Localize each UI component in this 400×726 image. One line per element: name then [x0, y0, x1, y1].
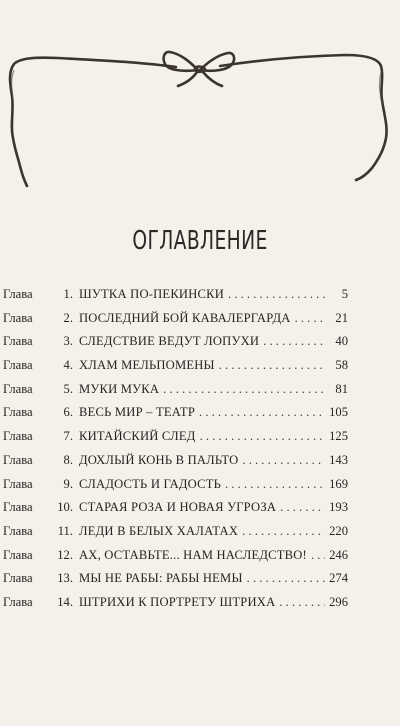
chapter-number: 3. — [63, 334, 73, 349]
page-number: 21 — [335, 310, 348, 325]
leader-dots — [311, 548, 325, 563]
leader-dots — [225, 477, 325, 492]
page-number: 274 — [329, 571, 348, 586]
chapter-title: КИТАЙСКИЙ СЛЕД — [79, 429, 196, 444]
chapter-number: 13. — [57, 571, 73, 586]
chapter-label: Глава — [3, 334, 33, 349]
chapter-title: СЛАДОСТЬ И ГАДОСТЬ — [79, 476, 222, 491]
page-number: 169 — [329, 476, 348, 491]
leader-dots — [279, 595, 325, 610]
ribbon-bow-icon — [0, 0, 400, 200]
chapter-number: 1. — [63, 287, 73, 301]
toc-entry — [3, 311, 348, 335]
chapter-title: ПОСЛЕДНИЙ БОЙ КАВАЛЕРГАРДА — [79, 310, 291, 325]
leader-dots — [263, 334, 326, 349]
toc-entry — [3, 595, 348, 619]
chapter-title: МЫ НЕ РАБЫ: РАБЫ НЕМЫ — [79, 571, 243, 586]
table-of-contents-heading: ОГЛАВЛЕНИЕ — [132, 226, 268, 256]
chapter-label: Глава — [3, 571, 33, 586]
page-number: 296 — [329, 594, 348, 609]
chapter-label: Глава — [3, 547, 33, 562]
page-number: 125 — [329, 429, 348, 444]
toc-entry — [3, 548, 348, 572]
toc-entry — [3, 500, 348, 524]
page-number: 40 — [335, 334, 348, 349]
leader-dots — [199, 405, 325, 420]
leader-dots — [280, 500, 325, 515]
chapter-number: 11. — [57, 523, 73, 538]
chapter-number: 6. — [63, 405, 73, 420]
leader-dots — [219, 358, 326, 373]
toc-entry — [3, 571, 348, 595]
toc-entry — [3, 287, 348, 311]
chapter-label: Глава — [3, 523, 33, 538]
toc-entry — [3, 382, 348, 406]
chapter-number: 2. — [63, 310, 73, 325]
chapter-number: 10. — [57, 500, 73, 515]
chapter-label: Глава — [3, 476, 33, 491]
chapter-title: ЛЕДИ В БЕЛЫХ ХАЛАТАХ — [79, 523, 239, 538]
page-number: 246 — [329, 547, 348, 562]
chapter-number: 8. — [63, 452, 73, 467]
leader-dots — [242, 524, 325, 539]
toc-entry — [3, 453, 348, 477]
chapter-title: СЛЕДСТВИЕ ВЕДУТ ЛОПУХИ — [79, 334, 260, 349]
chapter-title: ХЛАМ МЕЛЬПОМЕНЫ — [79, 358, 215, 373]
page-number: 105 — [329, 405, 348, 420]
chapter-title: ШУТКА ПО-ПЕКИНСКИ — [79, 287, 225, 301]
chapter-label: Глава — [3, 310, 33, 325]
chapter-label: Глава — [3, 405, 33, 420]
page-number: 5 — [341, 287, 348, 301]
page-number: 81 — [335, 381, 348, 396]
toc-entry — [3, 358, 348, 382]
page-number: 143 — [329, 452, 348, 467]
chapter-number: 5. — [63, 381, 73, 396]
chapter-title: АХ, ОСТАВЬТЕ... НАМ НАСЛЕДСТВО! — [79, 547, 307, 562]
chapter-label: Глава — [3, 594, 33, 609]
chapter-title: ДОХЛЫЙ КОНЬ В ПАЛЬТО — [79, 452, 239, 467]
toc-entry — [3, 477, 348, 501]
chapter-number: 4. — [63, 358, 73, 373]
chapter-title: ВЕСЬ МИР – ТЕАТР — [79, 405, 196, 420]
leader-dots — [163, 382, 326, 397]
page-number: 220 — [329, 523, 348, 538]
chapter-number: 9. — [63, 476, 73, 491]
chapter-label: Глава — [3, 429, 33, 444]
toc-entry — [3, 524, 348, 548]
toc-entry — [3, 334, 348, 358]
leader-dots — [242, 453, 325, 468]
chapter-label: Глава — [3, 287, 33, 301]
chapter-title: ШТРИХИ К ПОРТРЕТУ ШТРИХА — [79, 594, 276, 609]
leader-dots — [228, 287, 326, 302]
toc-entry — [3, 405, 348, 429]
chapter-number: 12. — [57, 547, 73, 562]
chapter-title: СТАРАЯ РОЗА И НОВАЯ УГРОЗА — [79, 500, 277, 515]
chapter-number: 7. — [63, 429, 73, 444]
chapter-label: Глава — [3, 358, 33, 373]
page-number: 58 — [335, 358, 348, 373]
leader-dots — [247, 571, 325, 586]
table-of-contents — [3, 287, 348, 619]
chapter-label: Глава — [3, 452, 33, 467]
chapter-label: Глава — [3, 381, 33, 396]
chapter-number: 14. — [57, 594, 73, 609]
chapter-label: Глава — [3, 500, 33, 515]
leader-dots — [295, 311, 326, 326]
page-number: 193 — [329, 500, 348, 515]
toc-entry — [3, 429, 348, 453]
leader-dots — [200, 429, 326, 444]
chapter-title: МУКИ МУКА — [79, 381, 160, 396]
